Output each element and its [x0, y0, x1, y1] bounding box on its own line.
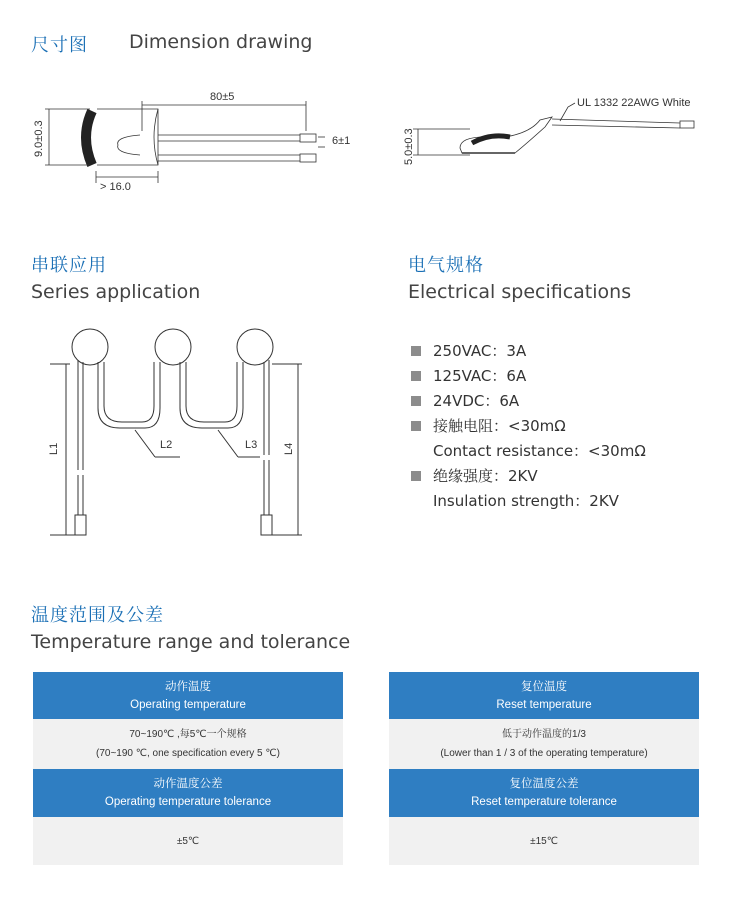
- spec-list: [411, 338, 646, 513]
- thickness-label: 5.0±0.3: [403, 128, 415, 165]
- spec-item: 接触电阻：<30mΩ: [411, 413, 646, 438]
- table-header: 复位温度公差 Reset temperature tolerance: [389, 769, 699, 817]
- bullet-icon: [411, 421, 421, 431]
- table-cell: ±5℃: [33, 817, 343, 865]
- series-label-l2: L2: [160, 439, 173, 451]
- series-title-en: Series application: [31, 281, 201, 303]
- table-cell: 低于动作温度的1/3 (Lower than 1 / 3 of the operating temperature): [389, 719, 699, 769]
- length-label: 80±5: [210, 91, 235, 103]
- side-view: [413, 103, 694, 155]
- bullet-icon: [411, 371, 421, 381]
- series-wires: [50, 329, 302, 535]
- spec-item: 绝缘强度：2KV: [411, 463, 646, 488]
- table-cell: 70~190℃ ,每5℃一个规格 (70~190 ℃, one specification every 5 ℃): [33, 719, 343, 769]
- disc-body: [86, 111, 92, 165]
- disc-1: [72, 329, 108, 365]
- spec-item: Contact resistance：<30mΩ: [433, 442, 646, 460]
- terminal-bottom: [300, 154, 316, 162]
- electrical-title-en: Electrical specifications: [408, 281, 632, 303]
- spec-item: 250VAC：3A: [411, 338, 646, 363]
- series-drawing: [40, 320, 330, 550]
- series-label-l1: L1: [48, 442, 60, 455]
- table-header: 动作温度 Operating temperature: [33, 672, 343, 719]
- spec-item: 125VAC：6A: [411, 363, 646, 388]
- series-title-zh: 串联应用: [31, 255, 107, 276]
- terminal-top: [300, 134, 316, 142]
- top-view: [45, 101, 325, 183]
- table-header: 复位温度 Reset temperature: [389, 672, 699, 719]
- strip-label: 6±1: [332, 135, 351, 147]
- wire-label: UL 1332 22AWG White: [577, 97, 691, 109]
- disc-3: [237, 329, 273, 365]
- electrical-title-zh: 电气规格: [408, 255, 484, 276]
- spec-item: Insulation strength：2KV: [433, 492, 619, 510]
- series-label-l4: L4: [283, 442, 295, 455]
- bullet-icon: [411, 346, 421, 356]
- temperature-title-en: Temperature range and tolerance: [31, 631, 351, 653]
- table-header: 动作温度公差 Operating temperature tolerance: [33, 769, 343, 817]
- operating-temperature-table: [33, 672, 343, 865]
- bullet-icon: [411, 471, 421, 481]
- dimension-drawing: [0, 85, 738, 195]
- temperature-title-zh: 温度范围及公差: [31, 605, 164, 626]
- height-label: 9.0±0.3: [33, 120, 45, 157]
- dimension-title-zh: 尺寸图: [31, 35, 88, 56]
- series-label-l3: L3: [245, 439, 258, 451]
- dimension-title-en: Dimension drawing: [129, 31, 313, 53]
- disc-2: [155, 329, 191, 365]
- table-cell: ±15℃: [389, 817, 699, 865]
- body-label: > 16.0: [100, 181, 131, 193]
- bullet-icon: [411, 396, 421, 406]
- spec-item: 24VDC：6A: [411, 388, 646, 413]
- reset-temperature-table: [389, 672, 699, 865]
